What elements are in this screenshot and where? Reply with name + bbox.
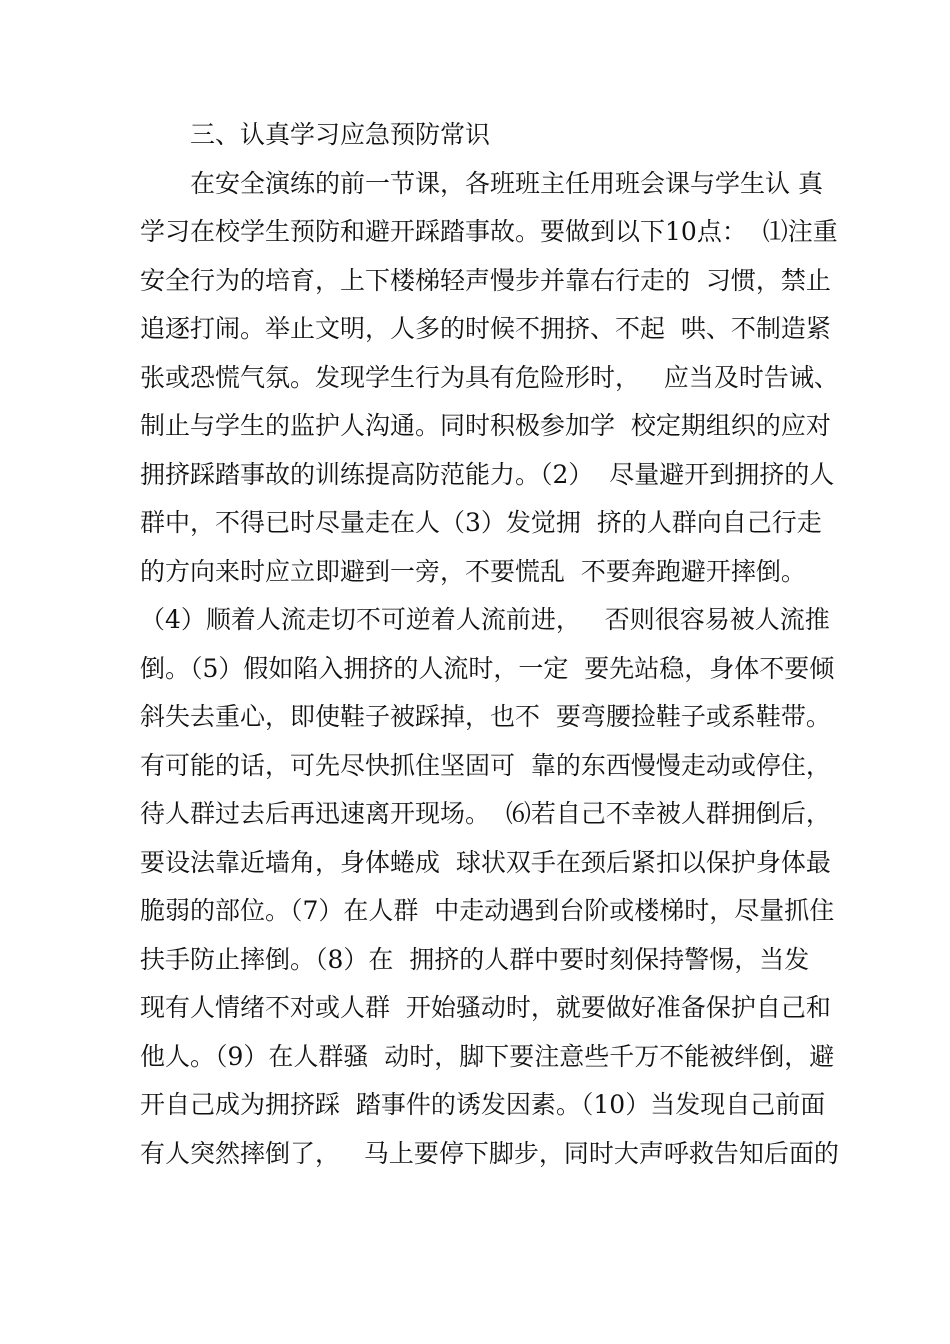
paragraph-line: 制止与学生的监护人沟通。同时积极参加学 校定期组织的应对 xyxy=(140,411,831,440)
paragraph-line: 开自己成为拥挤踩 踏事件的诱发因素。（10）当发现自己前面 xyxy=(140,1090,826,1119)
paragraph-line: 要设法靠近墙角，身体蜷成 球状双手在颈后紧扣以保护身体最 xyxy=(140,848,831,877)
paragraph-line: 群中，不得已时尽量走在人（3）发觉拥 挤的人群向自己行走 xyxy=(140,508,822,537)
paragraph-line: 有可能的话，可先尽快抓住坚固可 靠的东西慢慢走动或停住， xyxy=(140,751,831,780)
paragraph-line: 倒。（5）假如陷入拥挤的人流时，一定 要先站稳，身体不要倾 xyxy=(140,654,835,683)
paragraph-line: 有人突然摔倒了， 马上要停下脚步，同时大声呼救告知后面的 xyxy=(140,1139,839,1168)
paragraph-line: 脆弱的部位。（7）在人群 中走动遇到台阶或楼梯时，尽量抓住 xyxy=(140,896,835,925)
paragraph-line: 现有人情绪不对或人群 开始骚动时，就要做好准备保护自己和 xyxy=(140,993,831,1022)
paragraph-line: 张或恐慌气氛。发现学生行为具有危险形时， 应当及时告诫、 xyxy=(140,363,839,392)
paragraph-line: 学习在校学生预防和避开踩踏事故。要做到以下10点： ⑴注重 xyxy=(140,217,838,246)
paragraph-line: 扶手防止摔倒。（8）在 拥挤的人群中要时刻保持警惕，当发 xyxy=(140,945,810,974)
paragraph-line: （4）顺着人流走切不可逆着人流前进， 否则很容易被人流推 xyxy=(140,605,830,634)
paragraph-line: 斜失去重心，即使鞋子被踩掉，也不 要弯腰捡鞋子或系鞋带。 xyxy=(140,702,831,731)
paragraph-line: 待人群过去后再迅速离开现场。 ⑹若自己不幸被人群拥倒后， xyxy=(140,799,831,828)
paragraph-line: 他人。（9）在人群骚 动时，脚下要注意些千万不能被绊倒，避 xyxy=(140,1042,835,1071)
paragraph-line: 在安全演练的前一节课，各班班主任用班会课与学生认 真 xyxy=(190,169,823,198)
paragraph-line: 追逐打闹。举止文明，人多的时候不拥挤、不起 哄、不制造紧 xyxy=(140,314,831,343)
paragraph-line: 安全行为的培育，上下楼梯轻声慢步并靠右行走的 习惯，禁止 xyxy=(140,266,831,295)
paragraph-line: 的方向来时应立即避到一旁，不要慌乱 不要奔跑避开摔倒。 xyxy=(140,557,806,586)
section-heading: 三、认真学习应急预防常识 xyxy=(190,120,491,149)
paragraph-line: 拥挤踩踏事故的训练提高防范能力。（2） 尽量避开到拥挤的人 xyxy=(140,460,835,489)
